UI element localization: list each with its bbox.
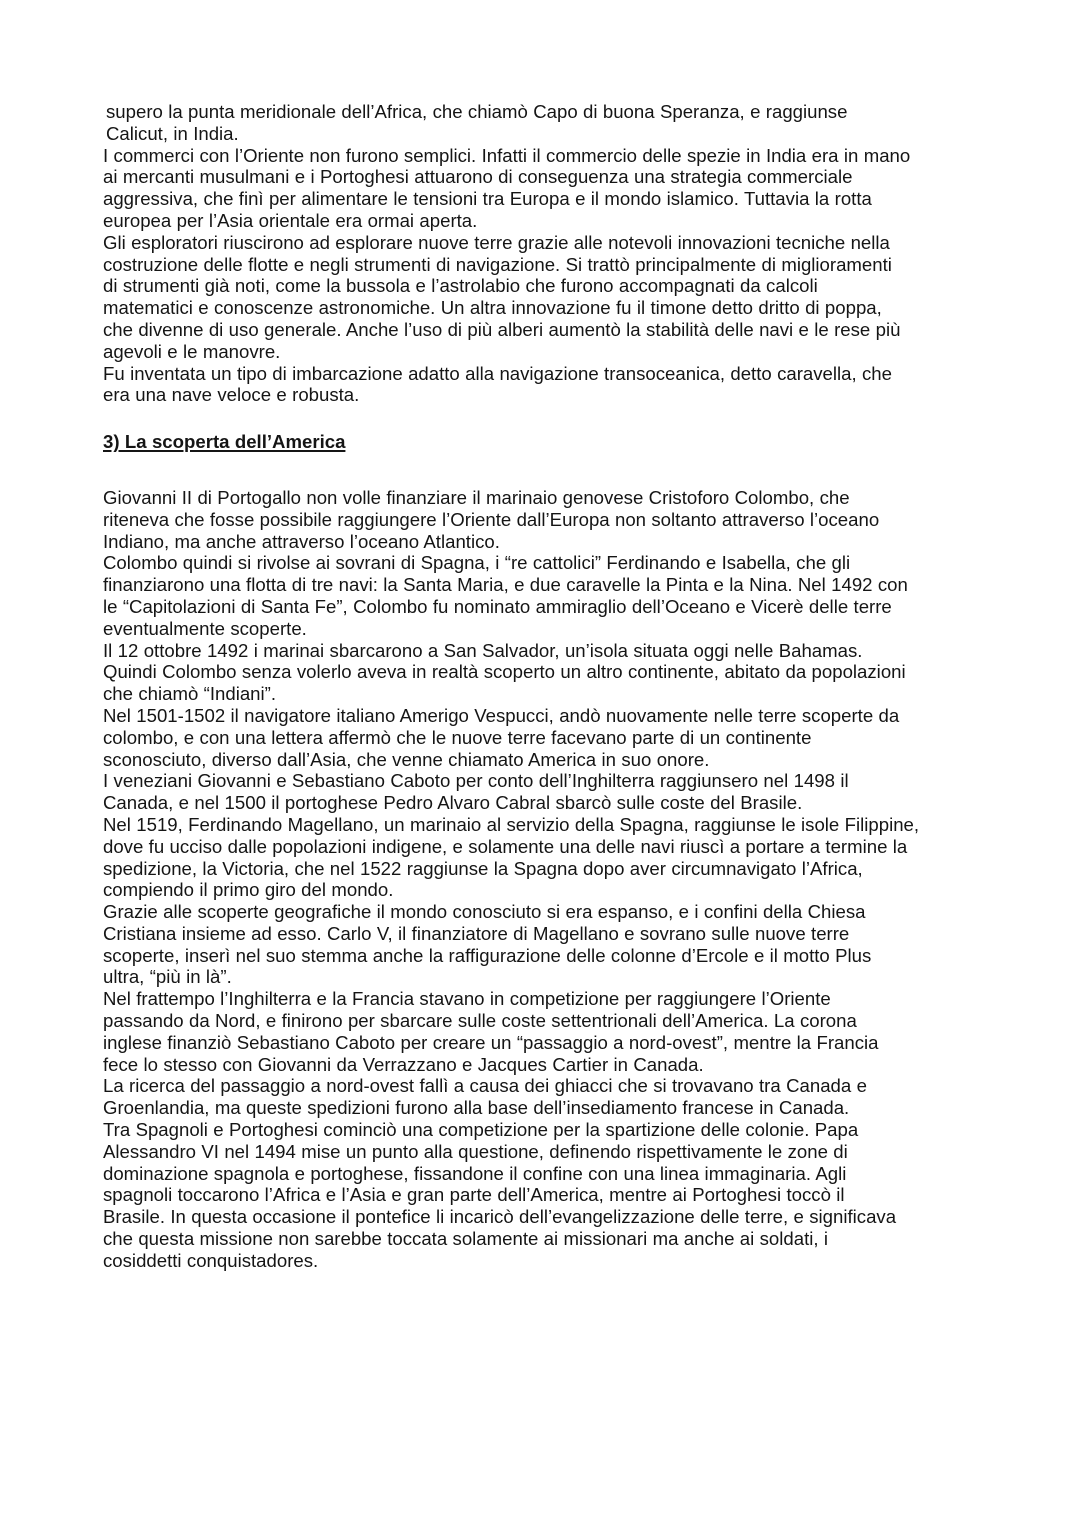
section-paragraph-1: Giovanni II di Portogallo non volle finanziare il marinaio genovese Cristoforo Colombo, che riteneva che fosse possibile raggiungere l’Oriente dall’Europa non soltanto attraverso l’oceano Indiano, ma anche attraverso l’oceano Atlantico. <box>103 486 880 552</box>
section-heading: 3) La scoperta dell’America <box>103 431 346 453</box>
section-paragraph-2: Colombo quindi si rivolse ai sovrani di Spagna, i “re cattolici” Ferdinando e Isabella, che gli finanziarono una flotta di tre navi: la Santa Maria, e due caravelle la Pinta e la Nina. Nel 1492 con le “Capitolazioni di Santa Fe”, Colombo fu nominato ammiraglio dell’Oceano e Vicerè delle terre eventualmente scoperte. <box>103 552 908 639</box>
section-paragraph-9: La ricerca del passaggio a nord-ovest fallì a causa dei ghiacci che si trovavano tra Canada e Groenlandia, ma queste spedizioni furono alla base dell’insediamento francese in Canada. <box>103 1075 867 1119</box>
intro-paragraph-1: supero la punta meridionale dell’Africa, che chiamò Capo di buona Speranza, e raggiunse Calicut, in India. <box>106 101 848 144</box>
intro-paragraph-4: Fu inventata un tipo di imbarcazione adatto alla navigazione transoceanica, detto caravella, che era una nave veloce e robusta. <box>103 362 892 406</box>
document-body <box>103 101 983 1272</box>
section-paragraph-3: Il 12 ottobre 1492 i marinai sbarcarono a San Salvador, un’isola situata oggi nelle Bahamas. Quindi Colombo senza volerlo aveva in realtà scoperto un altro continente, abitato da popolazioni che chiamò “Indiani”. <box>103 639 906 705</box>
intro-paragraph-3: Gli esploratori riuscirono ad esplorare nuove terre grazie alle notevoli innovazioni tecniche nella costruzione delle flotte e negli strumenti di navigazione. Si trattò principalmente di miglioramenti di strumenti già noti, come la bussola e l’astrolabio che furono accompagnati da calcoli matematici e conoscenze astronomiche. Un altra innovazione fu il timone detto dritto di poppa, che divenne di uso generale. Anche l’uso di più alberi aumentò la stabilità delle navi e le rese più agevoli e le manovre. <box>103 231 901 362</box>
section-paragraph-7: Grazie alle scoperte geografiche il mondo conosciuto si era espanso, e i confini della Chiesa Cristiana insieme ad esso. Carlo V, il finanziatore di Magellano e sovrano sulle nuove terre scoperte, inserì nel suo stemma anche la raffigurazione delle colonne d’Ercole e il motto Plus ultra, “più in là”. <box>103 901 872 988</box>
section-spacer <box>103 453 983 487</box>
section-paragraph-10: Tra Spagnoli e Portoghesi cominciò una competizione per la spartizione delle colonie. Papa Alessandro VI nel 1494 mise un punto alla questione, definendo rispettivamente le zone di dominazione spagnola e portoghese, fissandone il confine con una linea immaginaria. Agli spagnoli toccarono l’Africa e l’Asia e gran parte dell’America, mentre ai Portoghesi toccò il Brasile. In questa occasione il pontefice li incaricò dell’evangelizzazione delle terre, e significava che questa missione non sarebbe toccata solamente ai missionari ma anche ai soldati, i cosiddetti conquistadores. <box>103 1119 897 1271</box>
section-paragraph-8: Nel frattempo l’Inghilterra e la Francia stavano in competizione per raggiungere l’Oriente passando da Nord, e finirono per sbarcare sulle coste settentrionali dell’America. La corona inglese finanziò Sebastiano Caboto per creare un “passaggio a nord-ovest”, mentre la Francia fece lo stesso con Giovanni da Verrazzano e Jacques Cartier in Canada. <box>103 988 879 1075</box>
section-paragraph-5: I veneziani Giovanni e Sebastiano Caboto per conto dell’Inghilterra raggiunsero nel 1498 il Canada, e nel 1500 il portoghese Pedro Alvaro Cabral sbarcò sulle coste del Brasile. <box>103 770 849 814</box>
intro-paragraph-2: I commerci con l’Oriente non furono semplici. Infatti il commercio delle spezie in India era in mano ai mercanti musulmani e i Portoghesi attuarono di conseguenza una strategia commerciale aggressiva, che finì per alimentare le tensioni tra Europa e il mondo islamico. Tuttavia la rotta europea per l’Asia orientale era ormai aperta. <box>103 144 911 231</box>
section-paragraph-4: Nel 1501-1502 il navigatore italiano Amerigo Vespucci, andò nuovamente nelle terre scoperte da colombo, e con una lettera affermò che le nuove terre facevano parte di un continente sconosciuto, diverso dall’Asia, che venne chiamato America in suo onore. <box>103 704 900 770</box>
section-paragraph-6: Nel 1519, Ferdinando Magellano, un marinaio al servizio della Spagna, raggiunse le isole Filippine, dove fu ucciso dalle popolazioni indigene, e solamente una delle navi riuscì a portare a termine la spedizione, la Victoria, che nel 1522 raggiunse la Spagna dopo aver circumnavigato l’Africa, compiendo il primo giro del mondo. <box>103 813 920 901</box>
